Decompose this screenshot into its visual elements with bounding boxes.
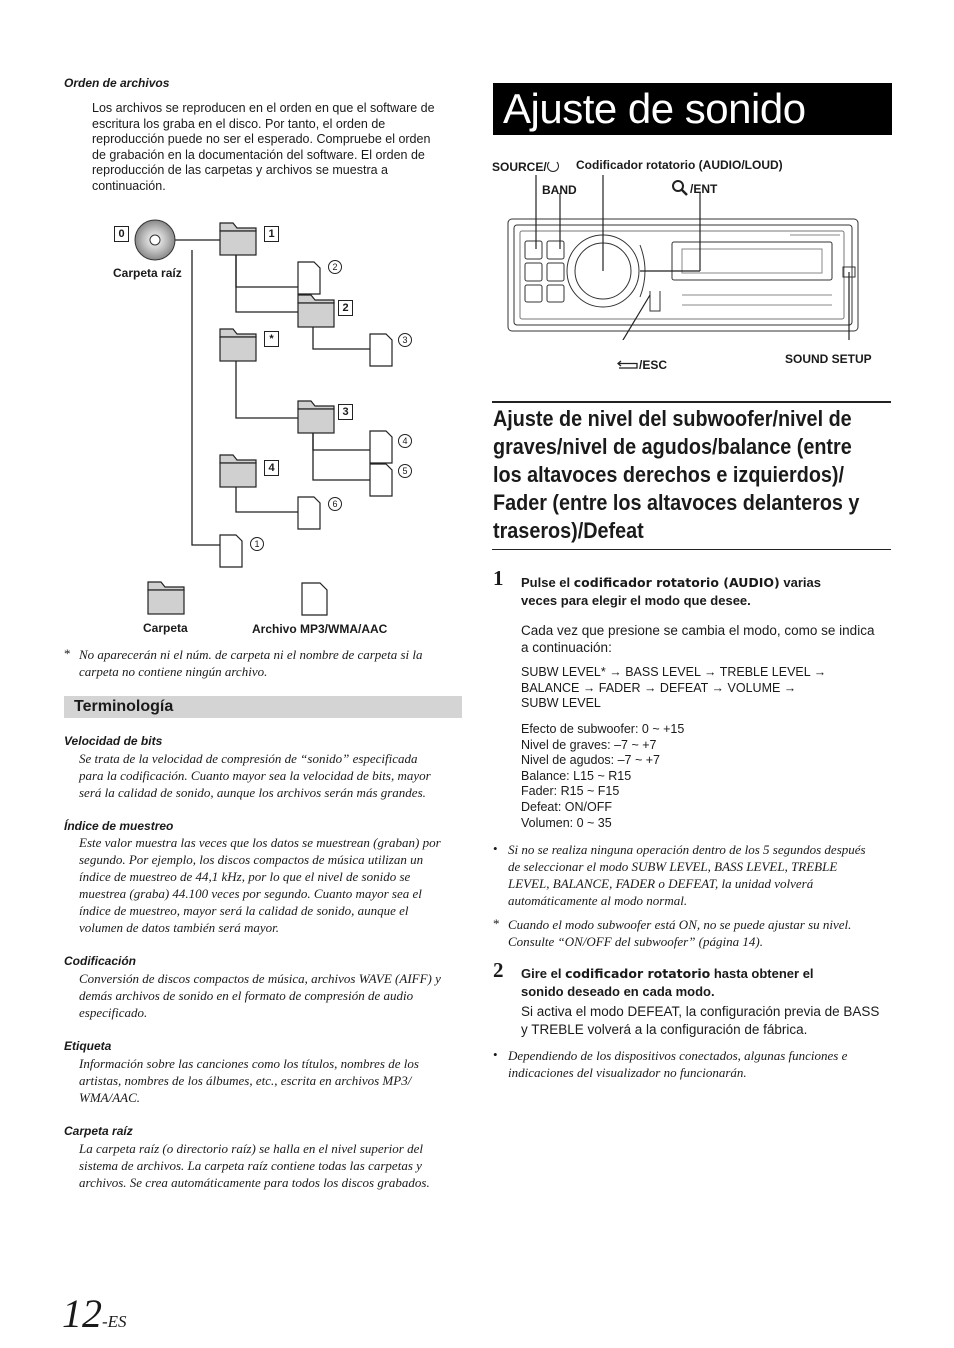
legend-folder-icon xyxy=(148,582,184,614)
diagram-circle-6: 6 xyxy=(328,497,342,511)
source-label: SOURCE/ xyxy=(492,159,559,174)
term-bitrate-desc: Se trata de la velocidad de compresión de “sonido” especificada para la codificación. Cuanto mayor sea la velocidad de bits, mayor será la calidad de sonido, aunque los archivos serán más grandes. xyxy=(79,751,431,800)
diagram-circle-1: 1 xyxy=(250,537,264,551)
term-tag-desc: Información sobre las canciones como los títulos, nombres de los artistas, nombres de los álbumes, etc., escrita en archivos MP3/ WMA/AAC. xyxy=(79,1056,419,1105)
return-icon xyxy=(617,358,639,370)
step-1-instruction: Pulse el codificador rotatorio (AUDIO) varias veces para elegir el modo que desee. xyxy=(521,575,821,608)
ent-label: /ENT xyxy=(672,180,717,196)
section-rule-bottom xyxy=(492,549,891,550)
diagram-circle-3: 3 xyxy=(398,333,412,347)
diagram-box-3: 3 xyxy=(338,404,353,420)
term-encoding: Codificación xyxy=(64,954,137,968)
band-label: BAND xyxy=(542,183,577,197)
encoder-label: Codificador rotatorio (AUDIO/LOUD) xyxy=(576,158,783,172)
legend-file-label: Archivo MP3/WMA/AAC xyxy=(252,622,388,636)
diagram-box-star: * xyxy=(264,331,279,347)
note-3: Dependiendo de los dispositivos conectados, algunas funciones e indicaciones del visualizador no funcionarán. xyxy=(508,1048,848,1080)
term-root-folder: Carpeta raíz xyxy=(64,1124,133,1138)
step-2-number: 2 xyxy=(493,958,504,982)
diagram-circle-5: 5 xyxy=(398,464,412,478)
footnote: No aparecerán ni el núm. de carpeta ni el nombre de carpeta si la carpeta no contiene ningún archivo. xyxy=(79,647,423,679)
note-1: Si no se realiza ninguna operación dentro de los 5 segundos después de seleccionar el modo SUBW LEVEL, BASS LEVEL, TREBLE LEVEL, BALANCE, FADER o DEFEAT, la unidad volverá automáticamente al modo normal. xyxy=(508,842,866,908)
diagram-box-2: 2 xyxy=(338,300,353,316)
note-1-bullet: • xyxy=(493,841,498,856)
step-1-number: 1 xyxy=(493,566,504,590)
note-3-bullet: • xyxy=(493,1047,498,1062)
section-heading: Ajuste de nivel del subwoofer/nivel de graves/nivel de agudos/balance (entre los altavoces derechos e izquierdos)/ Fader (entre los altavoces delanteros y traseros)/Defeat xyxy=(493,406,860,543)
step-1-description: Cada vez que presione se cambia el modo, como se indica a continuación: xyxy=(521,623,875,655)
folder-tree-diagram xyxy=(100,215,440,655)
power-icon xyxy=(547,160,559,172)
step-2-instruction: Gire el codificador rotatorio hasta obtener el sonido deseado en cada modo. xyxy=(521,966,814,999)
sound-setup-label: SOUND SETUP xyxy=(785,352,872,366)
step-2-description: Si activa el modo DEFEAT, la configuración previa de BASS y TREBLE volverá a la configuración de fábrica. xyxy=(521,1004,880,1037)
root-folder-label: Carpeta raíz xyxy=(113,266,182,280)
legend-folder-label: Carpeta xyxy=(143,621,188,635)
head-unit-illustration xyxy=(500,175,880,340)
note-2: Cuando el modo subwoofer está ON, no se puede ajustar su nivel. Consulte “ON/OFF del subwoofer” (página 14). xyxy=(508,917,852,949)
diagram-box-1: 1 xyxy=(264,226,279,242)
diagram-circle-4: 4 xyxy=(398,434,412,448)
term-root-folder-desc: La carpeta raíz (o directorio raíz) se halla en el nivel superior del sistema de archivos. La carpeta raíz contiene todas las carpetas y archivos. Se crea automáticamente para todos los discos grabados. xyxy=(79,1141,430,1190)
term-bitrate: Velocidad de bits xyxy=(64,734,163,748)
legend-file-icon xyxy=(302,583,327,615)
file-order-text: Los archivos se reproducen en el orden en que el software de escritura los graba en el disco. Por tanto, el orden de reproducción puede no ser el esperado. Compruebe el orden de grabación en la documentación del software. El orden de reproducción de las carpetas y archivos se muestra a continuación. xyxy=(92,101,435,193)
mode-sequence: SUBW LEVEL* → BASS LEVEL → TREBLE LEVEL → BALANCE → FADER → DEFEAT → VOLUME → SUBW LEVEL xyxy=(521,665,827,711)
term-sampling: Índice de muestreo xyxy=(64,819,174,833)
diagram-circle-2: 2 xyxy=(328,260,342,274)
adjust-ranges: Efecto de subwoofer: 0 ~ +15 Nivel de graves: –7 ~ +7 Nivel de agudos: –7 ~ +7 Balance: L15 ~ R15 Fader: R15 ~ F15 Defeat: ON/OFF Volumen: 0 ~ 35 xyxy=(521,722,685,830)
section-rule-top xyxy=(492,401,891,403)
file-order-heading: Orden de archivos xyxy=(64,76,170,90)
page-number: 12-ES xyxy=(62,1291,127,1336)
term-tag: Etiqueta xyxy=(64,1039,112,1053)
footnote-mark: * xyxy=(64,646,71,661)
esc-label: /ESC xyxy=(617,358,667,372)
note-2-mark: * xyxy=(493,916,500,931)
terminology-heading: Terminología xyxy=(64,696,462,718)
cd-icon xyxy=(135,220,175,260)
term-encoding-desc: Conversión de discos compactos de música, archivos WAVE (AIFF) y demás archivos de sonido en el formato de compresión de audio especificado. xyxy=(79,971,441,1020)
page-title: Ajuste de sonido xyxy=(493,83,892,135)
diagram-box-0: 0 xyxy=(114,226,129,242)
diagram-box-4: 4 xyxy=(264,460,279,476)
term-sampling-desc: Este valor muestra las veces que los datos se muestrean (graban) por segundo. Por ejemplo, los discos compactos de música utilizan un índice de muestreo de 44,1 kHz, por lo que el nivel de sonido se muestrea (graba) 44.100 veces por segundo. Cuanto mayor sea el índice de muestreo, mayor será la calidad de sonido, aunque el volumen de datos también será mayor. xyxy=(79,835,441,935)
